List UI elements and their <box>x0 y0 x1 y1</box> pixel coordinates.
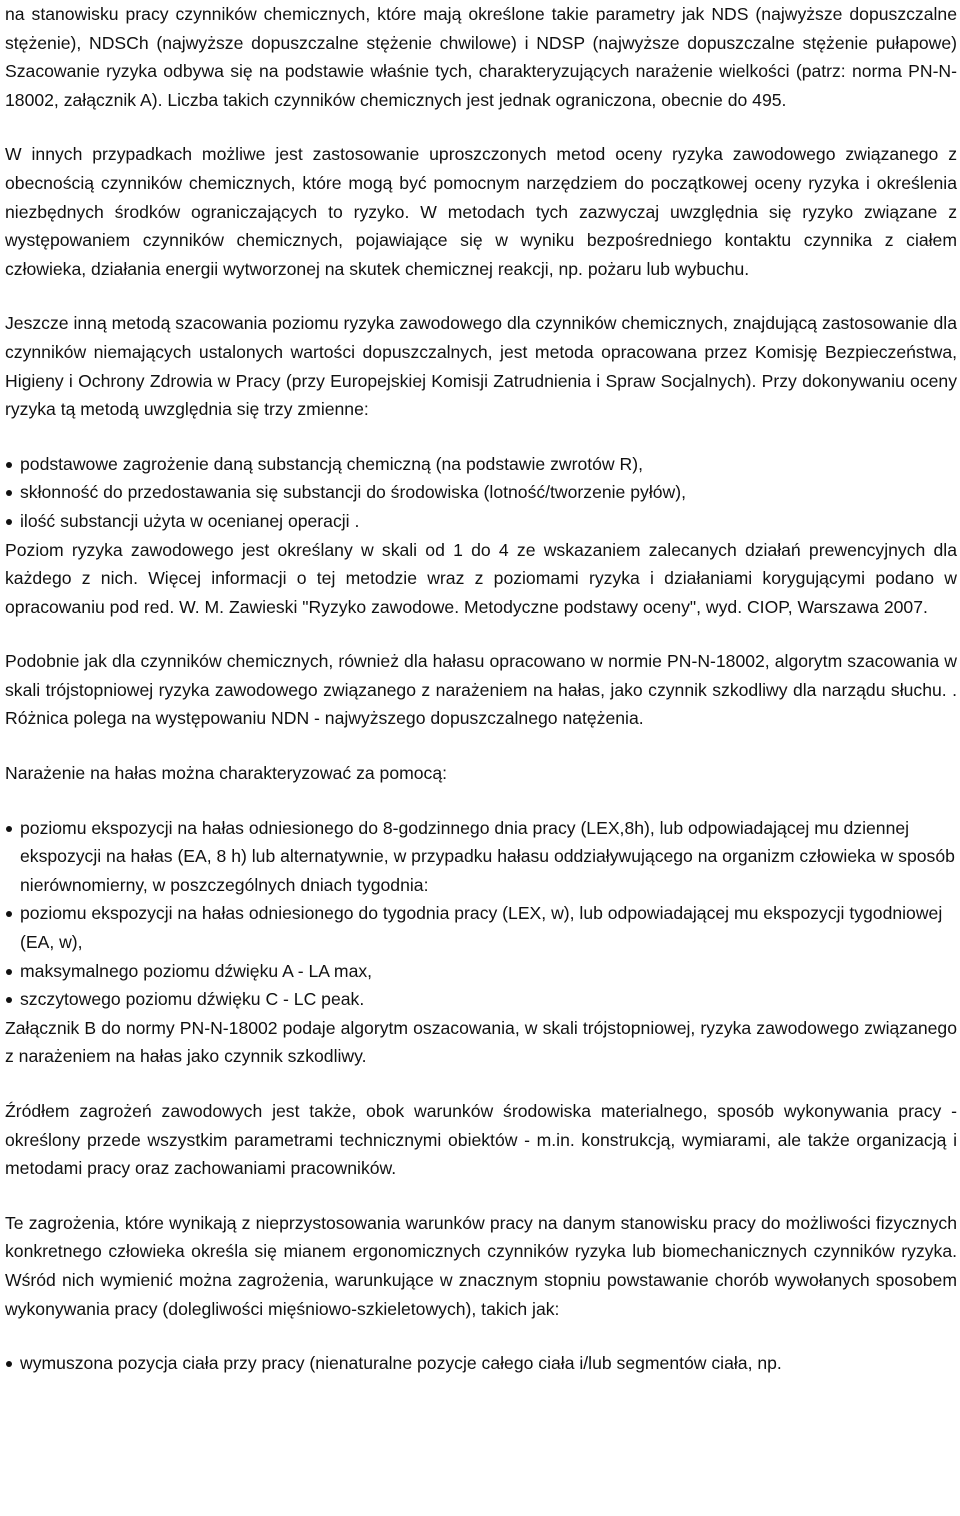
paragraph-chemical-factors-nds: na stanowisku pracy czynników chemicznych, które mają określone takie parametry jak NDS (najwyższe dopuszczalne stężenie), NDSCh (najwyższe dopuszczalne stężenie chwilowe) i NDSP (najwyższe dopuszczalne stężenie pułapowe) Szacowanie ryzyka odbywa się na podstawie właśnie tych, charakteryzujących narażenie wielkości (patrz: norma PN-N-18002, załącznik A). Liczba takich czynników chemicznych jest jednak ograniczona, obecnie do 495. <box>5 4 957 110</box>
paragraph-ergonomic-factors: Te zagrożenia, które wynikają z nieprzystosowania warunków pracy na danym stanowisku pracy do możliwości fizycznych konkretnego człowieka określa się mianem ergonomicznych czynników ryzyka lub biomechanicznych czynników ryzyka. Wśród nich wymienić można zagrożenia, warunkujące w znacznym stopniu powstawanie chorób wywołanych sposobem wykonywania pracy (dolegliwości mięśniowo-szkieletowych), takich jak: <box>5 1212 957 1319</box>
bullet-list-noise-exposure <box>5 814 957 1014</box>
paragraph-noise-exposure-intro: Narażenie na hałas można charakteryzować za pomocą: <box>5 763 448 784</box>
paragraph-eu-commission-method: Jeszcze inną metodą szacowania poziomu ryzyka zawodowego dla czynników chemicznych, znajdującą zastosowanie dla czynników niemających ustalonych wartości dopuszczalnych, jest metoda opracowana przez Komisję Bezpieczeństwa, Higieny i Ochrony Zdrowia w Pracy (przy Europejskiej Komisji Zatrudnienia i Spraw Socjalnych). Przy dokonywaniu oceny ryzyka tą metodą uwzględnia się trzy zmienne: <box>5 313 957 420</box>
paragraph-noise-algorithm: Podobnie jak dla czynników chemicznych, również dla hałasu opracowano w normie PN-N-18002, algorytm szacowania w skali trójstopniowej ryzyka zawodowego związanego z narażeniem na hałas, jako czynnik szkodliwy dla narządu słuchu. . Różnica polega na występowaniu NDN - najwyższego dopuszczalnego natężenia. <box>5 651 957 729</box>
list-item: wymuszona pozycja ciała przy pracy (nienaturalne pozycje całego ciała i/lub segmentów ciała, np. <box>5 1349 957 1378</box>
document-page <box>5 0 957 1378</box>
list-item: szczytowego poziomu dźwięku C - LC peak. <box>5 985 957 1014</box>
bullet-icon <box>6 1361 12 1367</box>
list-item: poziomu ekspozycji na hałas odniesionego do 8-godzinnego dnia pracy (LEX,8h), lub odpowiadającej mu dziennej ekspozycji na hałas (EA, 8 h) lub alternatywnie, w przypadku hałasu oddziaływującego na organizm człowieka w sposób nierównomierny, w poszczególnych dniach tygodnia: <box>5 814 957 900</box>
bullet-icon <box>6 462 12 468</box>
list-item: podstawowe zagrożenie daną substancją chemiczną (na podstawie zwrotów R), <box>5 450 957 479</box>
list-item: maksymalnego poziomu dźwięku A - LA max, <box>5 957 957 986</box>
bullet-list-three-variables <box>5 450 957 536</box>
list-item: poziomu ekspozycji na hałas odniesionego do tygodnia pracy (LEX, w), lub odpowiadającej mu ekspozycji tygodniowej (EA, w), <box>5 899 957 956</box>
bullet-icon <box>6 997 12 1003</box>
paragraph-work-method-hazards: Źródłem zagrożeń zawodowych jest także, obok warunków środowiska materialnego, sposób wykonywania pracy - określony przede wszystkim parametrami technicznymi obiektów - m.in. konstrukcją, wymiarami, ale także organizacją i metodami pracy oraz zachowaniami pracowników. <box>5 1101 957 1179</box>
list-item: skłonność do przedostawania się substancji do środowiska (lotność/tworzenie pyłów), <box>5 478 957 507</box>
bullet-list-ergonomic-hazards <box>5 1349 957 1378</box>
bullet-icon <box>6 826 12 832</box>
paragraph-simplified-methods: W innych przypadkach możliwe jest zastosowanie uproszczonych metod oceny ryzyka zawodowego związanego z obecnością czynników chemicznych, które mogą być pomocnym narzędziem do początkowej oceny ryzyka i określenia niezbędnych środków ograniczających to ryzyko. W metodach tych zazwyczaj uwzględnia się ryzyko związane z występowaniem czynników chemicznych, pojawiające się w wyniku bezpośredniego kontaktu czynnika z ciałem człowieka, działania energii wytworzonej na skutek chemicznej reakcji, np. pożaru lub wybuchu. <box>5 144 957 279</box>
bullet-icon <box>6 911 12 917</box>
bullet-icon <box>6 490 12 496</box>
bullet-icon <box>6 969 12 975</box>
bullet-icon <box>6 519 12 525</box>
paragraph-risk-level-scale: Poziom ryzyka zawodowego jest określany w skali od 1 do 4 ze wskazaniem zalecanych działań prewencyjnych dla każdego z nich. Więcej informacji o tej metodzie wraz z poziomami ryzyka i działaniami korygującymi podano w opracowaniu pod red. W. M. Zawieski "Ryzyko zawodowe. Metodyczne podstawy oceny", wyd. CIOP, Warszawa 2007. <box>5 539 957 617</box>
list-item: ilość substancji użyta w ocenianej operacji . <box>5 507 957 536</box>
paragraph-annex-b: Załącznik B do normy PN-N-18002 podaje algorytm oszacowania, w skali trójstopniowej, ryzyka zawodowego związanego z narażeniem na hałas jako czynnik szkodliwy. <box>5 1017 957 1067</box>
